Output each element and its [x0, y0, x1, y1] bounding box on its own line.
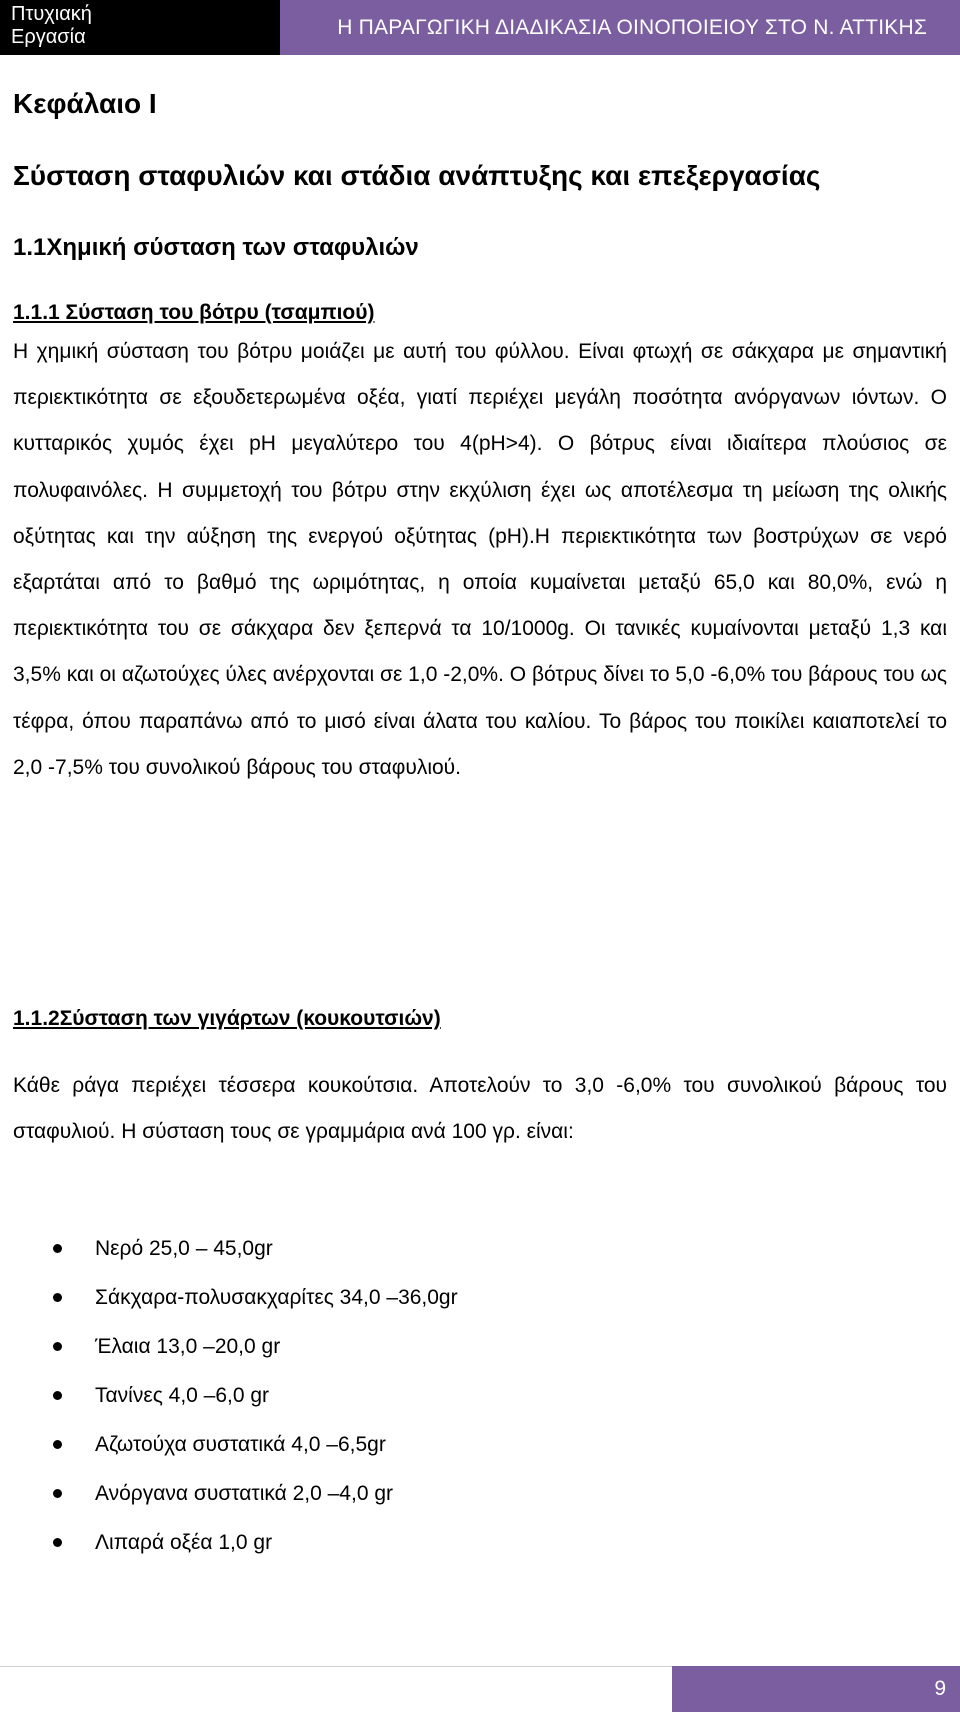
section-heading: 1.1Χημική σύσταση των σταφυλιών — [13, 234, 419, 261]
list-item — [13, 1285, 458, 1334]
list-item — [13, 1383, 458, 1432]
list-item — [13, 1481, 458, 1530]
subsection-heading-1-1-1: 1.1.1 Σύσταση του βότρυ (τσαμπιού) — [13, 301, 375, 324]
subsection-body-1-1-1: Η χημική σύσταση του βότρυ μοιάζει με αυτή του φύλλου. Είναι φτωχή σε σάκχαρα με σημαντική περιεκτικότητα σε εξουδετερωμένα οξέα, γιατί περιέχει μεγάλη ποσότητα ανόργανων ιόντων. Ο κυτταρικός χυμός έχει pH μεγαλύτερο του 4(pH>4). Ο βότρυς είναι ιδιαίτερα πλούσιος σε πολυφαινόλες. Η συμμετοχή του βότρυ στην εκχύλιση έχει ως αποτέλεσμα τη μείωση της ολικής οξύτητας και την αύξηση της ενεργού οξύτητας (pH).Η περιεκτικότητα των βοστρύχων σε νερό εξαρτάται από το βαθμό της ωριμότητας, η οποία κυμαίνεται μεταξύ 65,0 και 80,0%, ενώ η περιεκτικότητα του σε σάκχαρα δεν ξεπερνά τα 10/1000g. Οι τανικές κυμαίνονται μεταξύ 1,3 και 3,5% και οι αζωτούχες ύλες ανέρχονται σε 1,0 -2,0%. Ο βότρυς δίνει το 5,0 -6,0% του βάρους του ως τέφρα, όπου παραπάνω από το μισό είναι άλατα του καλίου. Το βάρος του ποικίλει καιαποτελεί το 2,0 -7,5% του συνολικού βάρους του σταφυλιού. — [13, 340, 947, 779]
subsection-heading-1-1-2: 1.1.2Σύσταση των γιγάρτων (κουκουτσιών) — [13, 1007, 441, 1030]
chapter-label: Κεφάλαιο Ι — [13, 88, 157, 119]
list-item — [13, 1530, 458, 1579]
page-header — [0, 0, 960, 55]
bullet-icon — [53, 1244, 62, 1253]
bullet-icon — [53, 1391, 62, 1400]
bullet-icon — [53, 1342, 62, 1351]
subsection-body-1-1-2: Κάθε ράγα περιέχει τέσσερα κουκούτσια. Αποτελούν το 3,0 -6,0% του συνολικού βάρους του σταφυλιού. Η σύσταση τους σε γραμμάρια ανά 100 γρ. είναι: — [13, 1074, 947, 1144]
list-item — [13, 1432, 458, 1481]
header-title: Η ΠΑΡΑΓΩΓΙΚΗ ΔΙΑΔΙΚΑΣΙΑ ΟΙΝΟΠΟΙΕΙΟΥ ΣΤΟ Ν. ΑΤΤΙΚΗΣ — [280, 0, 960, 55]
header-label-line2: Εργασία — [11, 26, 86, 48]
bullet-icon — [53, 1538, 62, 1547]
chapter-title: Σύσταση σταφυλιών και στάδια ανάπτυξης και επεξεργασίας — [13, 160, 821, 191]
list-item-text: Σάκχαρα-πολυσακχαρίτες 34,0 –36,0gr — [95, 1286, 458, 1309]
list-item — [13, 1236, 458, 1285]
list-item-text: Αζωτούχα συστατικά 4,0 –6,5gr — [95, 1433, 386, 1456]
list-item — [13, 1334, 458, 1383]
list-item-text: Λιπαρά οξέα 1,0 gr — [95, 1531, 273, 1554]
bullet-icon — [53, 1293, 62, 1302]
composition-list — [13, 1236, 458, 1579]
list-item-text: Νερό 25,0 – 45,0gr — [95, 1237, 273, 1260]
page-number: 9 — [934, 1677, 946, 1700]
header-label-line1: Πτυχιακή — [11, 3, 92, 25]
header-label — [0, 0, 280, 55]
list-item-text: Έλαια 13,0 –20,0 gr — [95, 1335, 281, 1358]
bullet-icon — [53, 1489, 62, 1498]
list-item-text: Ανόργανα συστατικά 2,0 –4,0 gr — [95, 1482, 393, 1505]
list-item-text: Τανίνες 4,0 –6,0 gr — [95, 1384, 270, 1407]
page-number-box — [672, 1666, 960, 1712]
bullet-icon — [53, 1440, 62, 1449]
